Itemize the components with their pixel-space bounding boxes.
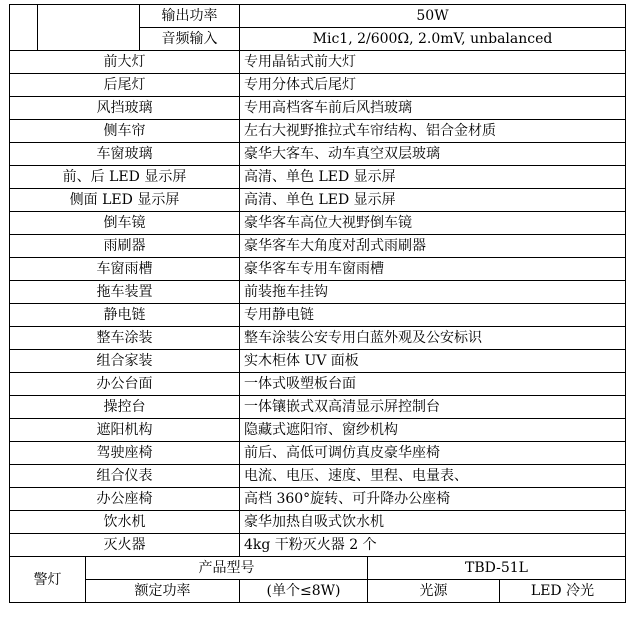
power-label: 额定功率 <box>86 580 240 603</box>
table-row <box>10 189 626 212</box>
row-value: 整车涂装公安专用白蓝外观及公安标识 <box>240 327 626 350</box>
row-value: 豪华大客车、动车真空双层玻璃 <box>240 143 626 166</box>
row-value: 豪华客车专用车窗雨槽 <box>240 258 626 281</box>
row-value: 前后、高低可调仿真皮豪华座椅 <box>240 442 626 465</box>
row-label: 车窗雨槽 <box>10 258 240 281</box>
light-source-value: LED 冷光 <box>500 580 626 603</box>
row-label: 遮阳机构 <box>10 419 240 442</box>
row-value: 豪华加热自吸式饮水机 <box>240 511 626 534</box>
table-row <box>10 511 626 534</box>
row-value: 专用静电链 <box>240 304 626 327</box>
row-value: 专用高档客车前后风挡玻璃 <box>240 97 626 120</box>
table-row <box>10 281 626 304</box>
row-value: 一体式吸塑板台面 <box>240 373 626 396</box>
row-label: 输出功率 <box>140 5 240 28</box>
row-label: 静电链 <box>10 304 240 327</box>
table-row <box>10 327 626 350</box>
warning-light-power-row <box>10 580 626 603</box>
row-value: 豪华客车高位大视野倒车镜 <box>240 212 626 235</box>
blank-cell <box>10 5 38 51</box>
table-row <box>10 534 626 557</box>
row-value: 专用晶钻式前大灯 <box>240 51 626 74</box>
row-value: 4kg 干粉灭火器 2 个 <box>240 534 626 557</box>
row-value: 隐藏式遮阳帘、窗纱机构 <box>240 419 626 442</box>
row-value: 实木柜体 UV 面板 <box>240 350 626 373</box>
row-label: 音频输入 <box>140 28 240 51</box>
table-row <box>10 419 626 442</box>
row-label: 灭火器 <box>10 534 240 557</box>
table-row <box>10 304 626 327</box>
table-row <box>10 166 626 189</box>
table-row <box>10 258 626 281</box>
row-label: 侧面 LED 显示屏 <box>10 189 240 212</box>
table-row <box>10 235 626 258</box>
row-label: 办公台面 <box>10 373 240 396</box>
audio-row-power <box>10 5 626 28</box>
row-label: 整车涂装 <box>10 327 240 350</box>
row-value: 50W <box>240 5 626 28</box>
row-value: 前装拖车挂钩 <box>240 281 626 304</box>
table-row <box>10 350 626 373</box>
table-row <box>10 442 626 465</box>
table-row <box>10 97 626 120</box>
row-value: 高清、单色 LED 显示屏 <box>240 166 626 189</box>
row-value: 左右大视野推拉式车帘结构、铝合金材质 <box>240 120 626 143</box>
row-label: 组合仪表 <box>10 465 240 488</box>
model-label: 产品型号 <box>86 557 368 580</box>
table-row <box>10 120 626 143</box>
table-row <box>10 143 626 166</box>
row-value: 专用分体式后尾灯 <box>240 74 626 97</box>
row-label: 倒车镜 <box>10 212 240 235</box>
table-row <box>10 373 626 396</box>
row-label: 办公座椅 <box>10 488 240 511</box>
row-label: 饮水机 <box>10 511 240 534</box>
blank-cell <box>38 5 140 51</box>
warning-light-model-row <box>10 557 626 580</box>
row-value: 一体镶嵌式双高清显示屏控制台 <box>240 396 626 419</box>
row-label: 车窗玻璃 <box>10 143 240 166</box>
row-label: 风挡玻璃 <box>10 97 240 120</box>
table-row <box>10 74 626 97</box>
row-label: 操控台 <box>10 396 240 419</box>
table-row <box>10 465 626 488</box>
light-source-label: 光源 <box>368 580 500 603</box>
table-row <box>10 51 626 74</box>
row-label: 前、后 LED 显示屏 <box>10 166 240 189</box>
power-value: (单个≤8W) <box>240 580 368 603</box>
table-row <box>10 488 626 511</box>
row-label: 雨刷器 <box>10 235 240 258</box>
row-label: 前大灯 <box>10 51 240 74</box>
row-value: 高档 360°旋转、可升降办公座椅 <box>240 488 626 511</box>
warning-light-group-label: 警灯 <box>10 557 86 603</box>
model-value: TBD-51L <box>368 557 626 580</box>
row-label: 驾驶座椅 <box>10 442 240 465</box>
table-row <box>10 396 626 419</box>
row-value: 高清、单色 LED 显示屏 <box>240 189 626 212</box>
row-value: Mic1, 2/600Ω, 2.0mV, unbalanced <box>240 28 626 51</box>
table-row <box>10 212 626 235</box>
row-value: 电流、电压、速度、里程、电量表、 <box>240 465 626 488</box>
row-value: 豪华客车大角度对刮式雨刷器 <box>240 235 626 258</box>
spec-table <box>9 4 626 603</box>
row-label: 侧车帘 <box>10 120 240 143</box>
row-label: 拖车装置 <box>10 281 240 304</box>
row-label: 组合家装 <box>10 350 240 373</box>
row-label: 后尾灯 <box>10 74 240 97</box>
